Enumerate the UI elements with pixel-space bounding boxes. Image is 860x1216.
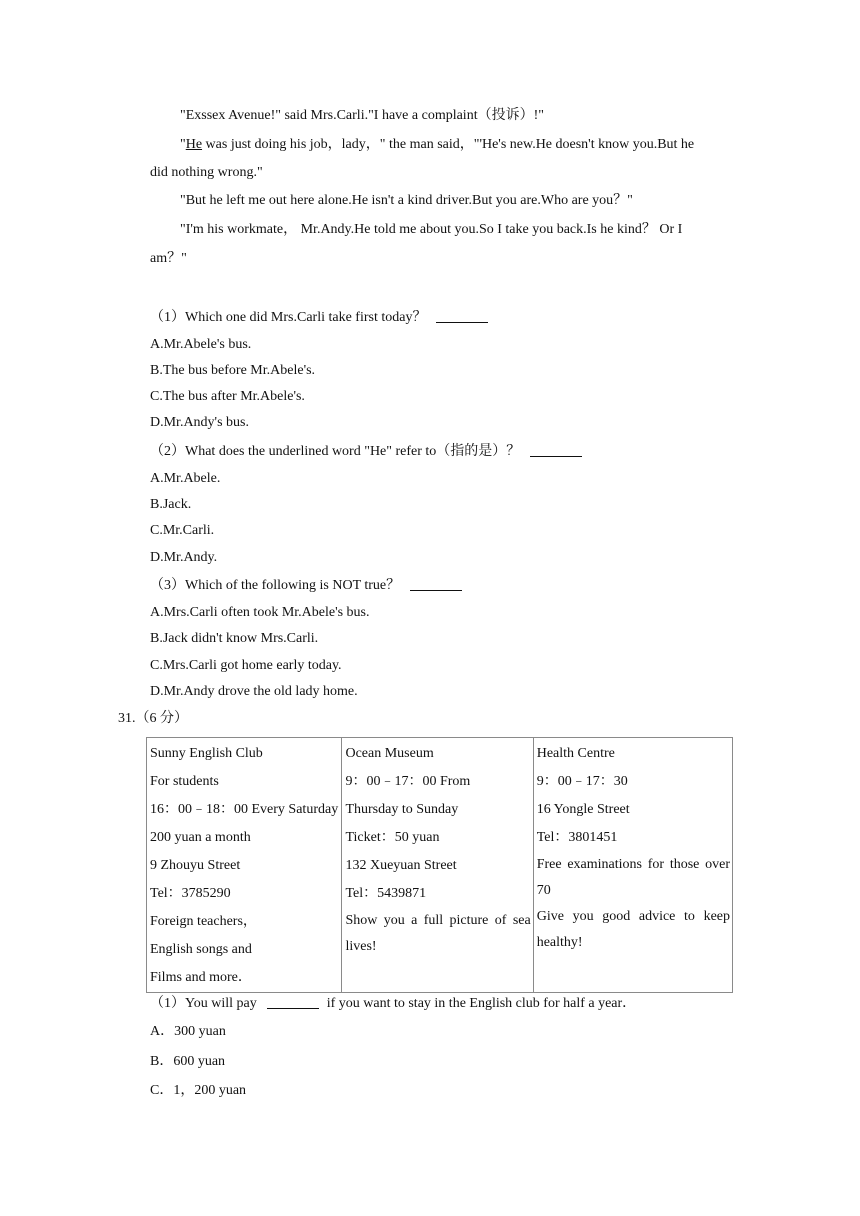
museum-phone: Tel：5439871 xyxy=(345,886,427,901)
museum-address: 132 Xueyuan Street xyxy=(345,858,457,873)
centre-hours: 9：00﹣17：30 xyxy=(536,774,628,789)
club-feature-2: English songs and xyxy=(150,942,252,957)
section-31-q1-option-b: B．600 yuan xyxy=(150,1054,226,1069)
centre-name: Health Centre xyxy=(536,746,615,761)
centre-address: 16 Yongle Street xyxy=(536,802,630,817)
museum-hours: 9：00﹣17：00 From xyxy=(345,774,471,789)
q1-text-after: if you want to stay in the English club for half a year． xyxy=(326,996,637,1011)
question-1-stem xyxy=(150,308,488,327)
question-2-text: （2）What does the underlined word "He" refer to（指的是）？ xyxy=(150,444,521,459)
centre-phone: Tel：3801451 xyxy=(536,830,618,845)
section-31-q1-option-c: C．1，200 yuan xyxy=(150,1083,247,1098)
museum-slogan: Show you a full picture of sea lives! xyxy=(345,913,531,954)
section-31-heading: 31.（6 分） xyxy=(118,711,188,726)
centre-offer: Free examinations for those over 70 xyxy=(536,857,730,898)
question-1-option-c: C.The bus after Mr.Abele's. xyxy=(150,389,305,404)
question-1-option-b: B.The bus before Mr.Abele's. xyxy=(150,363,316,378)
health-centre-cell xyxy=(533,738,732,993)
club-feature-3: Films and more． xyxy=(150,970,252,985)
question-3-option-b: B.Jack didn't know Mrs.Carli. xyxy=(150,631,319,646)
question-3-text: （3）Which of the following is NOT true？ xyxy=(150,578,401,593)
underlined-word-he: He xyxy=(185,137,203,152)
museum-ticket: Ticket：50 yuan xyxy=(345,830,440,845)
ocean-museum-cell xyxy=(342,738,533,993)
answer-blank xyxy=(267,994,319,1009)
question-2-stem xyxy=(150,442,582,461)
sunny-english-club-cell xyxy=(147,738,342,993)
club-name: Sunny English Club xyxy=(150,746,263,761)
museum-name: Ocean Museum xyxy=(345,746,434,761)
question-3-option-a: A.Mrs.Carli often took Mr.Abele's bus. xyxy=(150,605,370,620)
story-paragraph-3: "But he left me out here alone.He isn't a kind driver.But you are.Who are you？" xyxy=(180,193,633,208)
story-paragraph-2-text: was just doing his job，lady，" the man said，"'He's new.He doesn't know you.But he xyxy=(202,137,695,152)
section-31-question-1 xyxy=(150,994,636,1013)
club-hours: 16：00﹣18：00 Every Saturday xyxy=(150,802,339,817)
club-phone: Tel：3785290 xyxy=(150,886,231,901)
question-2-option-a: A.Mr.Abele. xyxy=(150,471,221,486)
story-paragraph-2 xyxy=(180,136,731,154)
question-3-stem xyxy=(150,576,462,595)
question-2-option-c: C.Mr.Carli. xyxy=(150,523,215,538)
question-3-option-c: C.Mrs.Carli got home early today. xyxy=(150,658,342,673)
question-1-text: （1）Which one did Mrs.Carli take first today？ xyxy=(150,310,427,325)
answer-blank xyxy=(530,442,582,457)
question-1-option-d: D.Mr.Andy's bus. xyxy=(150,415,249,430)
club-fee: 200 yuan a month xyxy=(150,830,251,845)
club-address: 9 Zhouyu Street xyxy=(150,858,241,873)
advertisement-table xyxy=(146,737,733,993)
story-paragraph-1: "Exssex Avenue!" said Mrs.Carli."I have a complaint（投诉）!" xyxy=(180,108,544,123)
answer-blank xyxy=(410,576,462,591)
q1-text-before: （1）You will pay xyxy=(150,996,257,1011)
club-audience: For students xyxy=(150,774,219,789)
answer-blank xyxy=(436,308,488,323)
story-paragraph-2-continued: did nothing wrong." xyxy=(150,165,263,180)
centre-slogan: Give you good advice to keep healthy! xyxy=(536,909,730,950)
open-quote: " xyxy=(180,137,186,152)
club-feature-1: Foreign teachers， xyxy=(150,914,257,929)
story-paragraph-4: "I'm his workmate， Mr.Andy.He told me about you.So I take you back.Is he kind？ Or I xyxy=(180,222,683,237)
museum-days: Thursday to Sunday xyxy=(345,802,459,817)
question-3-option-d: D.Mr.Andy drove the old lady home. xyxy=(150,684,358,699)
section-31-q1-option-a: A．300 yuan xyxy=(150,1024,226,1039)
question-2-option-d: D.Mr.Andy. xyxy=(150,550,218,565)
story-paragraph-4-continued: am？" xyxy=(150,251,187,266)
question-2-option-b: B.Jack. xyxy=(150,497,192,512)
question-1-option-a: A.Mr.Abele's bus. xyxy=(150,337,252,352)
